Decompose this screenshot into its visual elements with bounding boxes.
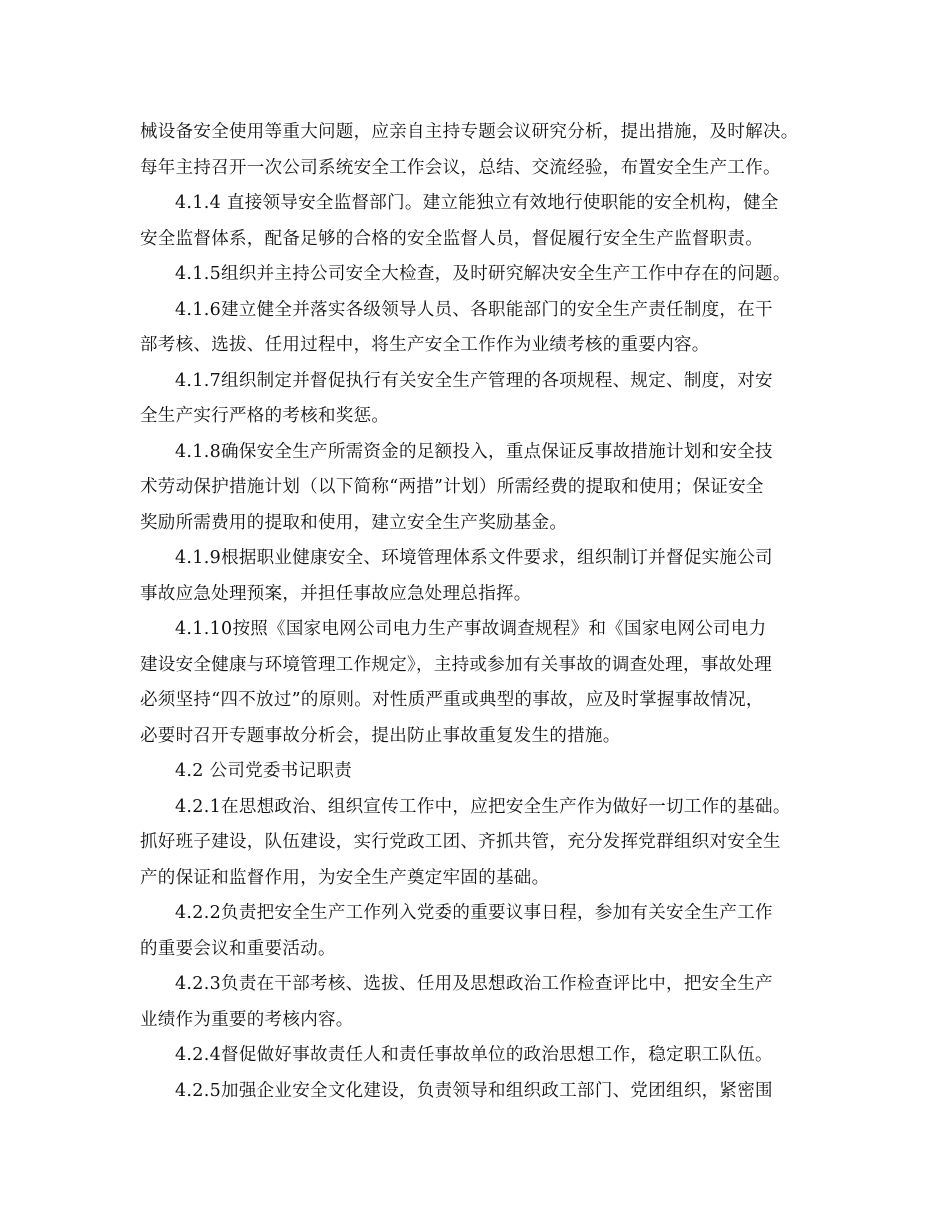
text-line: 奖励所需费用的提取和使用，建立安全生产奖励基金。 [140, 513, 568, 533]
text-line: 的重要会议和重要活动。 [140, 939, 336, 959]
text-line: 4.2.5加强企业安全文化建设，负责领导和组织政工部门、党团组织，紧密围 [175, 1081, 773, 1101]
text-line: 械设备安全使用等重大问题，应亲自主持专题会议研究分析，提出措施，及时解决。 [140, 122, 799, 142]
text-line: 产的保证和监督作用，为安全生产奠定牢固的基础。 [140, 868, 550, 888]
text-line: 必要时召开专题事故分析会，提出防止事故重复发生的措施。 [140, 726, 621, 746]
text-line: 必须坚持“四不放过”的原则。对性质严重或典型的事故，应及时掌握事故情况， [140, 690, 764, 710]
text-line: 4.1.9根据职业健康安全、环境管理体系文件要求，组织制订并督促实施公司 [175, 548, 773, 568]
text-line: 部考核、选拔、任用过程中，将生产安全工作作为业绩考核的重要内容。 [140, 335, 710, 355]
text-line: 业绩作为重要的考核内容。 [140, 1010, 354, 1030]
text-line: 4.2.2负责把安全生产工作列入党委的重要议事日程，参加有关安全生产工作 [175, 903, 773, 923]
text-line: 4.1.10按照《国家电网公司电力生产事故调查规程》和《国家电网公司电力 [175, 619, 767, 639]
text-line: 安全监督体系，配备足够的合格的安全监督人员，督促履行安全生产监督职责。 [140, 229, 763, 249]
text-line: 4.2.1在思想政治、组织宣传工作中，应把安全生产作为做好一切工作的基础。 [175, 797, 791, 817]
text-line: 事故应急处理预案，并担任事故应急处理总指挥。 [140, 584, 532, 604]
text-line: 4.2.3负责在干部考核、选拔、任用及思想政治工作检查评比中，把安全生产 [175, 974, 773, 994]
text-line: 4.1.8确保安全生产所需资金的足额投入，重点保证反事故措施计划和安全技 [175, 442, 773, 462]
text-line: 建设安全健康与环境管理工作规定》，主持或参加有关事故的调查处理，事故处理 [140, 655, 773, 675]
section-heading: 4.2 公司党委书记职责 [175, 761, 352, 781]
text-line: 术劳动保护措施计划（以下简称“两措”计划）所需经费的提取和使用；保证安全 [140, 477, 764, 497]
text-line: 4.2.4督促做好事故责任人和责任事故单位的政治思想工作，稳定职工队伍。 [175, 1045, 773, 1065]
text-line: 每年主持召开一次公司系统安全工作会议，总结、交流经验，布置安全生产工作。 [140, 158, 781, 178]
text-line: 全生产实行严格的考核和奖惩。 [140, 406, 390, 426]
text-line: 4.1.5组织并主持公司安全大检查，及时研究解决安全生产工作中存在的问题。 [175, 264, 791, 284]
text-line: 4.1.7组织制定并督促执行有关安全生产管理的各项规程、规定、制度，对安 [175, 371, 773, 391]
text-line: 4.1.4 直接领导安全监督部门。建立能独立有效地行使职能的安全机构，健全 [175, 193, 779, 213]
text-line: 抓好班子建设，队伍建设，实行党政工团、齐抓共管，充分发挥党群组织对安全生 [140, 832, 781, 852]
text-line: 4.1.6建立健全并落实各级领导人员、各职能部门的安全生产责任制度，在干 [175, 300, 773, 320]
